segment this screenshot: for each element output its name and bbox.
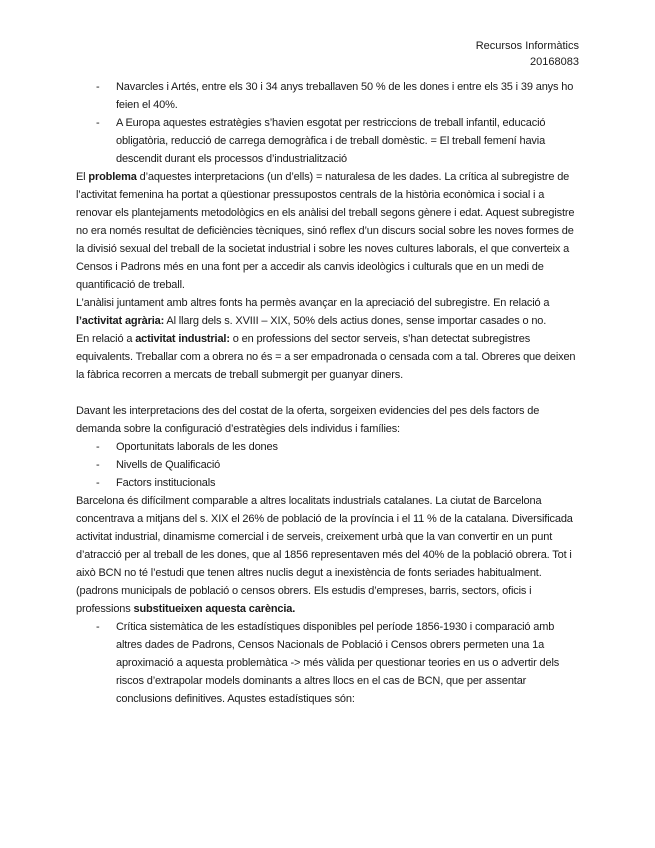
text-run: d’aquestes interpretacions (un d’ells) = naturalesa de les dades. La crítica al subregistre de l’activitat femenina ha portat a qüestionar pressupostos centrals de la història econòmica i social i a renovar els plantejaments metodològics en els anàlisi del treball segons gènere i edat. Aquest subregistre no era només resultat de deficiències tècniques, sinó reflex d’un discurs social sobre les noves formes de la divisió sexual del treball de la societat industrial i sobre les noves cultures laborals, el que converteix a Censos i Padrons més en una font per a accedir als canvis ideològics i culturals que en un medi de quantificació de treball. [76,171,575,291]
document-body [76,78,580,708]
text-run: Barcelona és difícilment comparable a altres localitats industrials catalanes. La ciutat de Barcelona concentrava a mitjans del s. XIX el 26% de població de la província i el 11 % de la catalana. Diversificada activitat industrial, dinamisme comercial i de serveis, creixement urbà que la van convertir en un punt d’atracció per al treball de les dones, que al 1856 representaven més del 40% de la població obrera. Tot i això BCN no té l’estudi que tenen altres nuclis degut a inexistència de fonts seriades habitualment. (padrons municipals de població o censos obrers. Els estudis d’empreses, barris, sectors, oficis i professions [76,495,573,615]
top-bullet-list [76,78,580,168]
paragraph-problema [76,168,580,294]
list-item: - Crítica sistemàtica de les estadístiques disponibles pel període 1856-1930 i comparació amb altres dades de Padrons, Censos Nacionals de Població i Censos obrers permeten una 1a aproximació a aquesta problemàtica -> més vàlida per questionar teories en us o advertir dels riscos d’extrapolar models dominants a altres llocs en el cas de BCN, que per assentar conclusions definitives. Aqustes estadístiques són: [76,618,580,708]
bottom-bullet-list [76,618,580,708]
paragraph-analisi [76,294,580,330]
bold-term: l’activitat agrària: [76,315,165,327]
paragraph-davant: Davant les interpretacions des del costat de la oferta, sorgeixen evidencies del pes dels factors de demanda sobre la configuració d’estratègies dels individus i famílies: [76,405,540,435]
text-run: El [76,171,89,183]
list-item: - A Europa aquestes estratègies s’havien esgotat per restriccions de treball infantil, educació obligatòria, reducció de carrega demogràfica i de treball domèstic. = El treball femení havia descendit durant els processos d’industrialització [76,114,580,168]
text-run: Al llarg dels s. XVIII – XIX, 50% dels actius dones, sense importar casades o no. [164,315,547,327]
paragraph-industrial [76,330,580,384]
text-run: L’anàlisi juntament amb altres fonts ha permès avançar en la apreciació del subregistre. En relació a [76,297,550,309]
paragraph-barcelona [76,492,580,618]
header-course: Recursos Informàtics [475,40,579,52]
page-header [476,38,579,70]
bold-term: substitueixen aquesta carència. [133,603,296,615]
list-item: - Oportunitats laborals de les dones [76,438,580,456]
list-item: - Factors institucionals [76,474,580,492]
list-item: - Nivells de Qualificació [76,456,580,474]
blank-line [76,384,580,402]
text-run: En relació a [76,333,136,345]
list-item: - Navarcles i Artés, entre els 30 i 34 anys treballaven 50 % de les dones i entre els 35 i 39 anys ho feien el 40%. [76,78,580,114]
text-run: o en professions del sector serveis, s’han detectat subregistres equivalents. Treballar com a obrera no és = a ser empadronada o censada com a tal. Obreres que deixen la fàbrica recorren a mercats de treball submergit per guanyar diners. [76,333,576,381]
bold-term: activitat industrial: [135,333,230,345]
header-student-id: 20168083 [530,56,579,68]
bold-term: problema [88,171,137,183]
factors-bullet-list [76,438,580,492]
